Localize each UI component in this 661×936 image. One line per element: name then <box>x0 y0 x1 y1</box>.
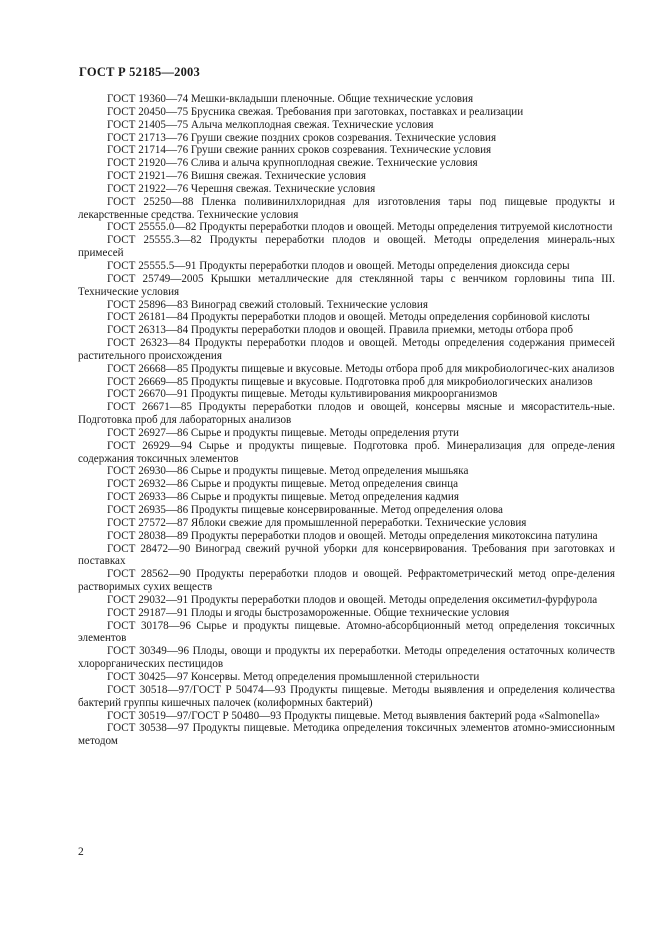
reference-item: ГОСТ 25896—83 Виноград свежий столовый. Технические условия <box>107 298 428 311</box>
reference-item: ГОСТ 26927—86 Сырье и продукты пищевые. Методы определения ртути <box>107 426 459 439</box>
reference-item: ГОСТ 26670—91 Продукты пищевые. Методы культивирования микроорганизмов <box>107 388 498 401</box>
reference-item: ГОСТ 30538—97 Продукты пищевые. Методика определения токсичных элементов атомно-эмиссионным методом <box>78 722 615 748</box>
reference-item: ГОСТ 26930—86 Сырье и продукты пищевые. Метод определения мышьяка <box>107 465 469 478</box>
reference-item: ГОСТ 26323—84 Продукты переработки плодов и овощей. Методы определения содержания примесей растительного происхождения <box>78 337 615 362</box>
reference-item: ГОСТ 30518—97/ГОСТ Р 50474—93 Продукты пищевые. Методы выявления и определения количества бактерий группы кишечных палочек (колиформных бактерий) <box>78 683 615 709</box>
reference-list <box>78 93 615 748</box>
document-header: ГОСТ Р 52185—2003 <box>79 65 200 79</box>
reference-item: ГОСТ 26935—86 Продукты пищевые консервированные. Метод определения олова <box>107 504 503 516</box>
reference-item: ГОСТ 21713—76 Груши свежие поздних сроков созревания. Технические условия <box>107 131 497 144</box>
reference-item: ГОСТ 20450—75 Брусника свежая. Требования при заготовках, поставках и реализации <box>107 105 524 118</box>
reference-item: ГОСТ 26669—85 Продукты пищевые и вкусовые. Подготовка проб для микробиологических анализов <box>107 375 593 388</box>
reference-item: ГОСТ 21921—76 Вишня свежая. Технические условия <box>107 170 366 183</box>
page-number: 2 <box>78 846 84 858</box>
reference-item: ГОСТ 30349—96 Плоды, овощи и продукты их переработки. Методы определения остаточных количеств хлорорганических пестицидов <box>78 645 615 671</box>
reference-item: ГОСТ 25749—2005 Крышки металлические для стеклянной тары с венчиком горловины типа III. Технические условия <box>78 272 615 298</box>
reference-item: ГОСТ 25555.0—82 Продукты переработки плодов и овощей. Методы определения титруемой кислотности <box>107 221 613 234</box>
reference-item: ГОСТ 27572—87 Яблоки свежие для промышленной переработки. Технические условия <box>107 516 527 529</box>
reference-item: ГОСТ 30519—97/ГОСТ Р 50480—93 Продукты пищевые. Метод выявления бактерий рода «Salmonella» <box>107 709 600 722</box>
reference-item: ГОСТ 29187—91 Плоды и ягоды быстрозамороженные. Общие технические условия <box>107 606 510 619</box>
reference-item: ГОСТ 28562—90 Продукты переработки плодов и овощей. Рефрактометрический метод опре-деления растворимых сухих веществ <box>78 568 615 594</box>
reference-item: ГОСТ 19360—74 Мешки-вкладыши пленочные. Общие технические условия <box>107 93 474 105</box>
reference-item: ГОСТ 25555.3—82 Продукты переработки плодов и овощей. Методы определения минераль-ных примесей <box>78 234 615 260</box>
reference-item: ГОСТ 21920—76 Слива и алыча крупноплодная свежие. Технические условия <box>107 157 478 170</box>
reference-item: ГОСТ 28038—89 Продукты переработки плодов и овощей. Методы определения микотоксина патулина <box>107 529 598 542</box>
reference-item: ГОСТ 26668—85 Продукты пищевые и вкусовые. Методы отбора проб для микробиологичес-ких анализов <box>107 362 615 375</box>
reference-item: ГОСТ 26181—84 Продукты переработки плодов и овощей. Методы определения сорбиновой кислоты <box>107 311 590 324</box>
reference-item: ГОСТ 25555.5—91 Продукты переработки плодов и овощей. Методы определения диоксида серы <box>107 259 570 272</box>
reference-item: ГОСТ 26933—86 Сырье и продукты пищевые. Метод определения кадмия <box>107 491 459 504</box>
reference-item: ГОСТ 21922—76 Черешня свежая. Технические условия <box>107 182 376 195</box>
reference-item: ГОСТ 26932—86 Сырье и продукты пищевые. Метод определения свинца <box>107 478 458 491</box>
reference-item: ГОСТ 30178—96 Сырье и продукты пищевые. Атомно-абсорбционный метод определения токсичных элементов <box>78 619 615 645</box>
reference-item: ГОСТ 26671—85 Продукты переработки плодов и овощей, консервы мясные и мясораститель-ные. Подготовка проб для лабораторных анализов <box>78 401 615 427</box>
reference-item: ГОСТ 21714—76 Груши свежие ранних сроков созревания. Технические условия <box>107 144 492 157</box>
reference-item: ГОСТ 25250—88 Пленка поливинилхлоридная для изготовления тары под пищевые продукты и лекарственные средства. Технические условия <box>78 195 615 221</box>
reference-item: ГОСТ 21405—75 Алыча мелкоплодная свежая. Технические условия <box>107 118 434 131</box>
reference-item: ГОСТ 26929—94 Сырье и продукты пищевые. Подготовка проб. Минерализация для опреде-ления содержания токсичных элементов <box>78 439 615 465</box>
reference-item: ГОСТ 26313—84 Продукты переработки плодов и овощей. Правила приемки, методы отбора проб <box>107 324 574 337</box>
reference-item: ГОСТ 30425—97 Консервы. Метод определения промышленной стерильности <box>107 670 480 683</box>
reference-item: ГОСТ 29032—91 Продукты переработки плодов и овощей. Методы определения оксиметил-фурфурола <box>107 593 598 606</box>
reference-item: ГОСТ 28472—90 Виноград свежий ручной уборки для консервирования. Требования при заготовках и поставках <box>78 542 615 568</box>
